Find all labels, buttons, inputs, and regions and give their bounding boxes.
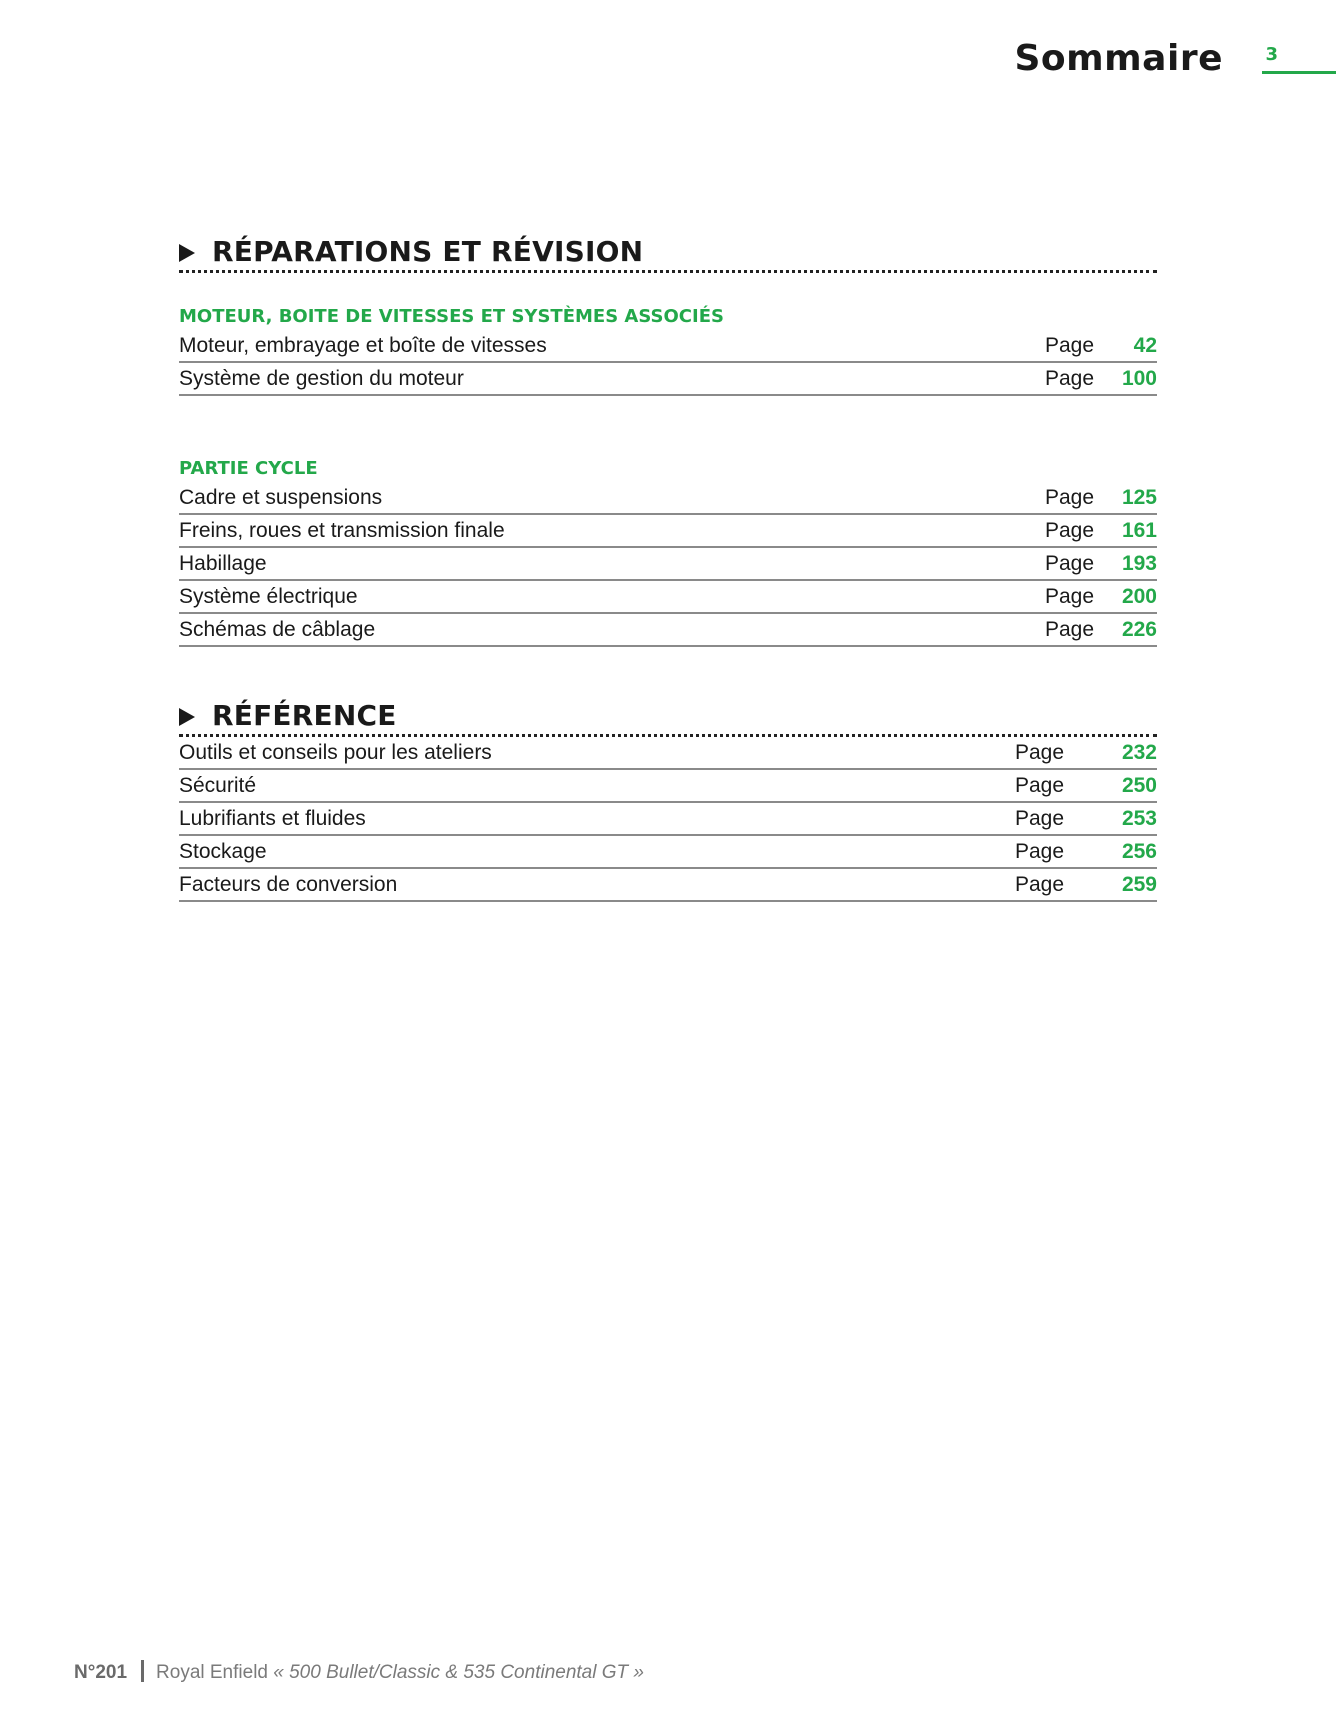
toc-row[interactable] <box>179 363 1157 396</box>
toc-page-number: 200 <box>1121 585 1157 608</box>
page-footer <box>74 1660 644 1686</box>
subsection-title-chassis: PARTIE CYCLE <box>179 458 318 479</box>
page-word: Page <box>1044 334 1094 357</box>
toc-row[interactable] <box>179 515 1157 548</box>
toc-page-number: 250 <box>1121 774 1157 797</box>
footer-model: « 500 Bullet/Classic & 535 Continental GT » <box>273 1662 644 1683</box>
toc-row[interactable] <box>179 869 1157 902</box>
toc-row[interactable] <box>179 330 1157 363</box>
section-heading <box>179 700 1157 737</box>
toc-entry-label: Lubrifiants et fluides <box>179 807 366 830</box>
triangle-bullet-icon <box>179 244 195 262</box>
page-title: Sommaire <box>1014 38 1223 79</box>
toc-row[interactable] <box>179 803 1157 836</box>
subsection-title-engine: MOTEUR, BOITE DE VITESSES ET SYSTÈMES ASSOCIÉS <box>179 306 724 327</box>
page-word: Page <box>1014 840 1064 863</box>
page-word: Page <box>1014 807 1064 830</box>
toc-row[interactable] <box>179 614 1157 647</box>
section-heading <box>179 236 1157 273</box>
page-word: Page <box>1014 741 1064 764</box>
toc-page-number: 253 <box>1121 807 1157 830</box>
toc-page-number: 193 <box>1121 552 1157 575</box>
issue-number: N°201 <box>74 1662 128 1683</box>
page-number: 3 <box>1265 44 1278 65</box>
toc-page-number: 226 <box>1121 618 1157 641</box>
toc-entry-label: Facteurs de conversion <box>179 873 398 896</box>
toc-page-number: 100 <box>1121 367 1157 390</box>
toc-page-number: 256 <box>1121 840 1157 863</box>
triangle-bullet-icon <box>179 708 195 726</box>
toc-row[interactable] <box>179 548 1157 581</box>
toc-row[interactable] <box>179 770 1157 803</box>
toc-entry-label: Sécurité <box>179 774 257 797</box>
footer-brand: Royal Enfield <box>156 1662 268 1683</box>
page-word: Page <box>1044 367 1094 390</box>
toc-entry-label: Cadre et suspensions <box>179 486 383 509</box>
section-title: RÉPARATIONS ET RÉVISION <box>212 235 644 268</box>
page-word: Page <box>1014 774 1064 797</box>
page-word: Page <box>1044 552 1094 575</box>
toc-row[interactable] <box>179 737 1157 770</box>
page-word: Page <box>1044 618 1094 641</box>
toc-entry-label: Habillage <box>179 552 267 575</box>
footer-separator <box>141 1660 144 1682</box>
section-reference <box>179 700 1157 902</box>
page-word: Page <box>1044 486 1094 509</box>
toc-page-number: 125 <box>1121 486 1157 509</box>
toc-entry-label: Freins, roues et transmission finale <box>179 519 505 542</box>
toc-entry-label: Système de gestion du moteur <box>179 367 464 390</box>
page-word: Page <box>1044 585 1094 608</box>
toc-row[interactable] <box>179 581 1157 614</box>
toc-entry-label: Stockage <box>179 840 267 863</box>
toc-page-number: 161 <box>1121 519 1157 542</box>
page-word: Page <box>1014 873 1064 896</box>
page-word: Page <box>1044 519 1094 542</box>
toc-page-number: 232 <box>1121 741 1157 764</box>
page-header <box>936 36 1336 86</box>
toc-entry-label: Moteur, embrayage et boîte de vitesses <box>179 334 547 357</box>
toc-row[interactable] <box>179 836 1157 869</box>
section-title: RÉFÉRENCE <box>212 699 397 732</box>
toc-entry-label: Système électrique <box>179 585 358 608</box>
toc-row[interactable] <box>179 482 1157 515</box>
toc-entry-label: Outils et conseils pour les ateliers <box>179 741 492 764</box>
header-rule <box>1262 71 1336 74</box>
toc-page-number: 259 <box>1121 873 1157 896</box>
section-repairs <box>179 236 1157 647</box>
toc-entry-label: Schémas de câblage <box>179 618 376 641</box>
toc-page-number: 42 <box>1133 334 1157 357</box>
